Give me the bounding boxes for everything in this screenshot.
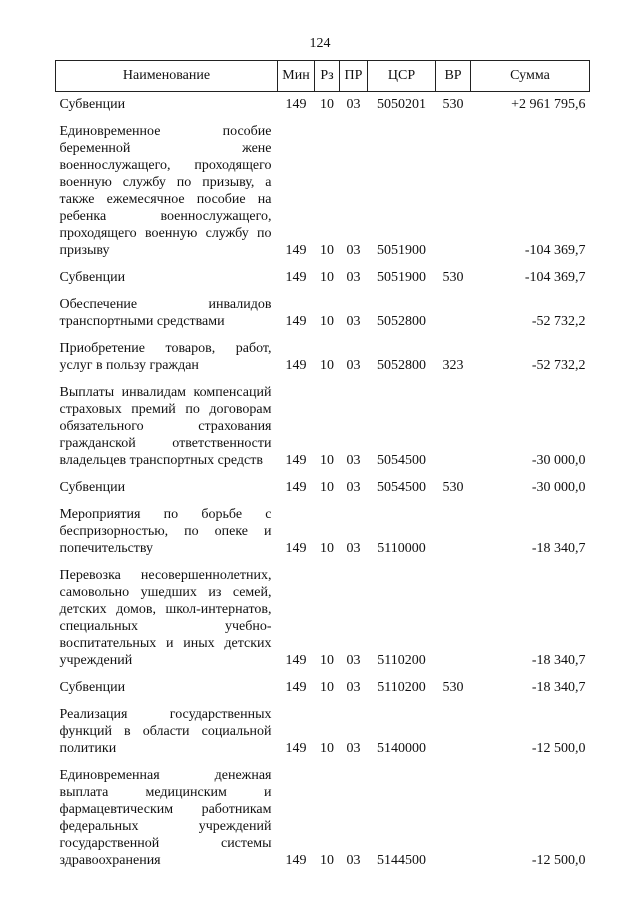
row-sum: -104 369,7 [524, 243, 586, 258]
row-csr: 5110200 [377, 653, 426, 668]
row-min: 149 [285, 853, 307, 868]
row-vr [436, 699, 471, 760]
row-min: 149 [285, 680, 307, 695]
table-row [56, 499, 590, 560]
row-rz: 10 [320, 741, 334, 756]
row-name: Субвенции [59, 270, 126, 285]
table-row [56, 760, 590, 872]
header-rz: Рз [315, 61, 340, 92]
table-row [56, 92, 590, 117]
row-pr: 03 [346, 243, 361, 258]
row-pr: 03 [346, 741, 361, 756]
table-row [56, 560, 590, 672]
row-sum: -30 000,0 [531, 453, 586, 468]
row-rz: 10 [320, 653, 334, 668]
row-pr: 03 [346, 680, 361, 695]
budget-table [55, 60, 590, 872]
header-vr: ВР [436, 61, 471, 92]
row-name: Единовременная денежная выплата медицинским и фармацевтическим работникам федеральных учреждений государственной системы здравоохранения [59, 768, 272, 868]
row-csr: 5050201 [377, 97, 426, 112]
row-vr: 323 [442, 358, 464, 373]
row-min: 149 [285, 741, 307, 756]
row-csr: 5052800 [377, 314, 426, 329]
row-csr: 5054500 [377, 453, 426, 468]
row-sum: -12 500,0 [531, 853, 586, 868]
row-rz: 10 [320, 97, 334, 112]
row-sum: -52 732,2 [531, 358, 586, 373]
row-min: 149 [285, 541, 307, 556]
table-row [56, 289, 590, 333]
row-rz: 10 [320, 243, 334, 258]
row-pr: 03 [346, 853, 361, 868]
header-min: Мин [278, 61, 315, 92]
row-vr [436, 760, 471, 872]
table-row [56, 699, 590, 760]
row-name: Обеспечение инвалидов транспортными средствами [59, 297, 272, 329]
row-csr: 5110200 [377, 680, 426, 695]
row-name: Субвенции [59, 680, 126, 695]
row-min: 149 [285, 358, 307, 373]
row-sum: -18 340,7 [531, 541, 586, 556]
row-vr: 530 [442, 480, 464, 495]
table-row [56, 672, 590, 699]
row-name: Субвенции [59, 480, 126, 495]
header-sum: Сумма [471, 61, 590, 92]
table-header-row [56, 61, 590, 92]
row-vr [436, 289, 471, 333]
row-pr: 03 [346, 358, 361, 373]
row-sum: -18 340,7 [531, 680, 586, 695]
row-min: 149 [285, 97, 307, 112]
table-row [56, 377, 590, 472]
row-name: Реализация государственных функций в области социальной политики [59, 707, 272, 756]
row-name: Приобретение товаров, работ, услуг в пользу граждан [59, 341, 272, 373]
row-csr: 5051900 [377, 270, 426, 285]
row-pr: 03 [346, 480, 361, 495]
row-name: Перевозка несовершеннолетних, самовольно ушедших из семей, детских домов, школ-интернатов, специальных учебно-воспитательных и иных детских учреждений [59, 568, 272, 668]
row-name: Единовременное пособие беременной жене военнослужащего, проходящего военную службу по призыву, а также ежемесячное пособие на ребенка военнослужащего, проходящего военную службу по призыву [59, 124, 272, 258]
row-min: 149 [285, 480, 307, 495]
row-rz: 10 [320, 680, 334, 695]
row-sum: +2 961 795,6 [511, 97, 586, 112]
row-sum: -104 369,7 [524, 270, 586, 285]
row-min: 149 [285, 453, 307, 468]
table-row [56, 333, 590, 377]
row-pr: 03 [346, 314, 361, 329]
row-sum: -18 340,7 [531, 653, 586, 668]
row-min: 149 [285, 314, 307, 329]
row-vr [436, 499, 471, 560]
header-csr: ЦСР [368, 61, 436, 92]
row-name: Выплаты инвалидам компенсаций страховых премий по договорам обязательного страхования гражданской ответственности владельцев транспортных средств [59, 385, 272, 468]
row-rz: 10 [320, 453, 334, 468]
row-name: Субвенции [59, 97, 126, 112]
row-name: Мероприятия по борьбе с беспризорностью, по опеке и попечительству [59, 507, 272, 556]
row-sum: -12 500,0 [531, 741, 586, 756]
row-vr: 530 [442, 97, 464, 112]
row-csr: 5051900 [377, 243, 426, 258]
row-rz: 10 [320, 358, 334, 373]
row-pr: 03 [346, 653, 361, 668]
row-rz: 10 [320, 480, 334, 495]
table-row [56, 262, 590, 289]
row-csr: 5052800 [377, 358, 426, 373]
row-sum: -30 000,0 [531, 480, 586, 495]
page-number: 124 [309, 36, 331, 51]
row-rz: 10 [320, 853, 334, 868]
table-row [56, 472, 590, 499]
row-min: 149 [285, 243, 307, 258]
row-rz: 10 [320, 314, 334, 329]
row-rz: 10 [320, 270, 334, 285]
row-min: 149 [285, 653, 307, 668]
row-csr: 5110000 [377, 541, 426, 556]
row-csr: 5140000 [377, 741, 426, 756]
row-vr [436, 560, 471, 672]
row-min: 149 [285, 270, 307, 285]
row-rz: 10 [320, 541, 334, 556]
row-sum: -52 732,2 [531, 314, 586, 329]
row-pr: 03 [346, 541, 361, 556]
row-pr: 03 [346, 97, 361, 112]
row-vr: 530 [442, 680, 464, 695]
row-vr: 530 [442, 270, 464, 285]
row-csr: 5054500 [377, 480, 426, 495]
header-pr: ПР [340, 61, 368, 92]
header-name: Наименование [56, 61, 278, 92]
row-vr [436, 116, 471, 262]
row-pr: 03 [346, 270, 361, 285]
row-pr: 03 [346, 453, 361, 468]
row-vr [436, 377, 471, 472]
row-csr: 5144500 [377, 853, 426, 868]
table-row [56, 116, 590, 262]
